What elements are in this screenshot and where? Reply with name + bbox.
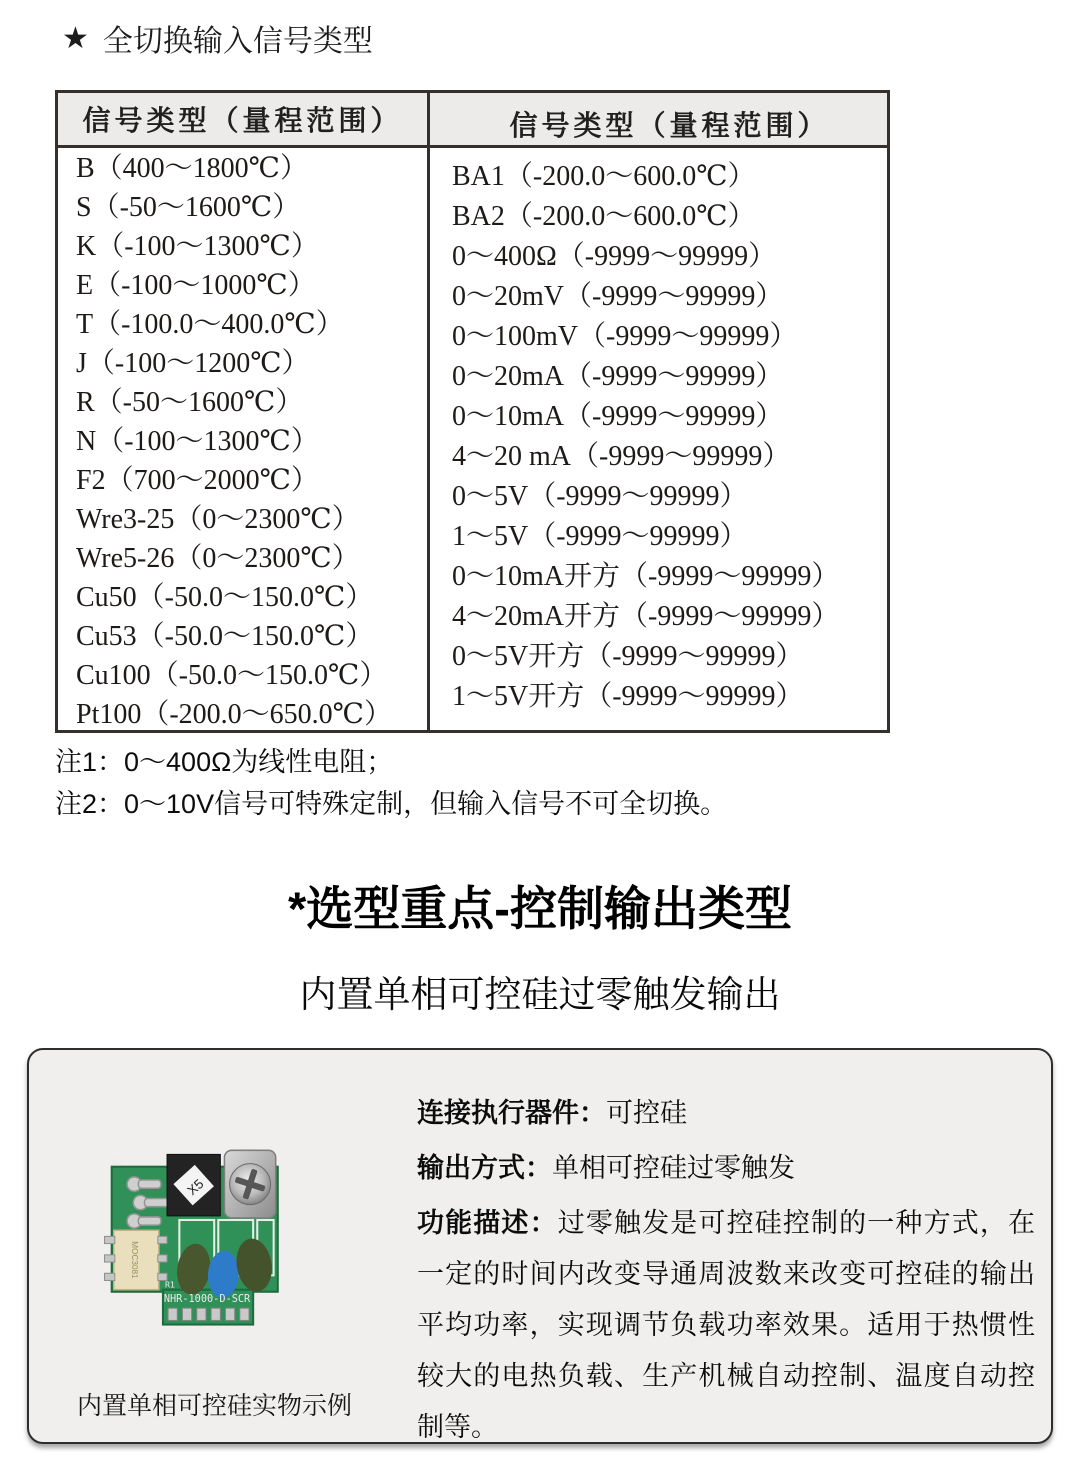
table-row: 0～20mA（-9999～99999）: [452, 361, 784, 392]
spec-line-function: [417, 1198, 1035, 1453]
spec-value: 可控硅: [606, 1098, 687, 1128]
table-row: 0～400Ω（-9999～99999）: [452, 241, 777, 272]
pcb-illustration: [101, 1138, 311, 1343]
screw-terminal: [224, 1150, 275, 1218]
table-column-left: [58, 148, 430, 733]
table-body: [58, 148, 887, 733]
table-row: Wre5-26（0～2300℃）: [76, 543, 360, 574]
spec-value: 单相可控硅过零触发: [552, 1153, 795, 1183]
table-row: Wre3-25（0～2300℃）: [76, 504, 360, 535]
spec-list: [417, 1088, 1035, 1457]
table-row: 4～20 mA（-9999～99999）: [452, 441, 791, 472]
spec-value: 过零触发是可控硅控制的一种方式，在一定的时间内改变导通周波数来改变可控硅的输出平均功率，实现调节负载功率效果。适用于热惯性较大的电热负载、生产机械自动控制、温度自动控制等。: [417, 1208, 1036, 1442]
section-subheading: 内置单相可控硅过零触发输出: [299, 974, 781, 1015]
silk-r1: R1: [165, 1279, 175, 1290]
spec-label: 功能描述：: [417, 1208, 558, 1238]
section-heading: *选型重点-控制输出类型: [288, 882, 792, 935]
note-2: 注2：0～10V信号可特殊定制，但输入信号不可全切换。: [55, 789, 728, 819]
table-row: R（-50～1600℃）: [76, 387, 304, 418]
spec-line-actuator: [417, 1088, 1035, 1139]
optocoupler-chip: [105, 1230, 168, 1289]
page-title: [62, 16, 373, 60]
table-row: 0～10mA开方（-9999～99999）: [452, 561, 840, 592]
opto-label: MOC3081: [130, 1241, 140, 1279]
table-row: 0～20mV（-9999～99999）: [452, 281, 784, 312]
table-row: Pt100（-200.0～650.0℃）: [76, 699, 392, 730]
pcb-caption: 内置单相可控硅实物示例: [77, 1392, 353, 1420]
table-row: 4～20mA开方（-9999～99999）: [452, 601, 840, 632]
table-header-left: 信号类型（量程范围）: [58, 93, 430, 145]
table-row: Cu100（-50.0～150.0℃）: [76, 660, 388, 691]
table-row: 0～100mV（-9999～99999）: [452, 321, 798, 352]
signal-type-table: [55, 90, 890, 733]
table-row: K（-100～1300℃）: [76, 231, 319, 262]
chip-label: X5: [184, 1176, 207, 1199]
table-row: S（-50～1600℃）: [76, 192, 301, 223]
table-row: 0～5V开方（-9999～99999）: [452, 641, 804, 672]
spec-label: 连接执行器件：: [417, 1098, 606, 1128]
star-icon: ★: [62, 21, 89, 55]
table-column-right: [430, 148, 887, 733]
note-1: 注1：0～400Ω为线性电阻；: [55, 747, 394, 777]
page-title-text: 全切换输入信号类型: [102, 25, 373, 58]
table-row: 1～5V（-9999～99999）: [452, 521, 748, 552]
spec-line-output-mode: [417, 1143, 1035, 1194]
table-header-right: 信号类型（量程范围）: [509, 110, 830, 142]
table-row: Cu53（-50.0～150.0℃）: [76, 621, 374, 652]
table-row: J（-100～1200℃）: [76, 348, 310, 379]
table-row: BA2（-200.0～600.0℃）: [452, 201, 756, 232]
table-row: Cu50（-50.0～150.0℃）: [76, 582, 374, 613]
pcb-photo: [101, 1138, 311, 1343]
spec-label: 输出方式：: [417, 1153, 552, 1183]
table-row: 0～5V（-9999～99999）: [452, 481, 748, 512]
table-row: BA1（-200.0～600.0℃）: [452, 161, 756, 192]
output-type-card: [27, 1048, 1053, 1444]
table-row: F2（700～2000℃）: [76, 465, 319, 496]
silk-model: NHR-1000-D-SCR: [163, 1293, 251, 1305]
table-header-row: [58, 93, 887, 148]
table-row: N（-100～1300℃）: [76, 426, 319, 457]
table-row: E（-100～1000℃）: [76, 270, 316, 301]
silk-r2: R2: [111, 1156, 123, 1168]
table-row: B（400～1800℃）: [76, 153, 308, 184]
table-row: 0～10mA（-9999～99999）: [452, 401, 784, 432]
triac-chip: [167, 1154, 220, 1216]
table-row: T（-100.0～400.0℃）: [76, 309, 344, 340]
table-row: 1～5V开方（-9999～99999）: [452, 681, 804, 712]
